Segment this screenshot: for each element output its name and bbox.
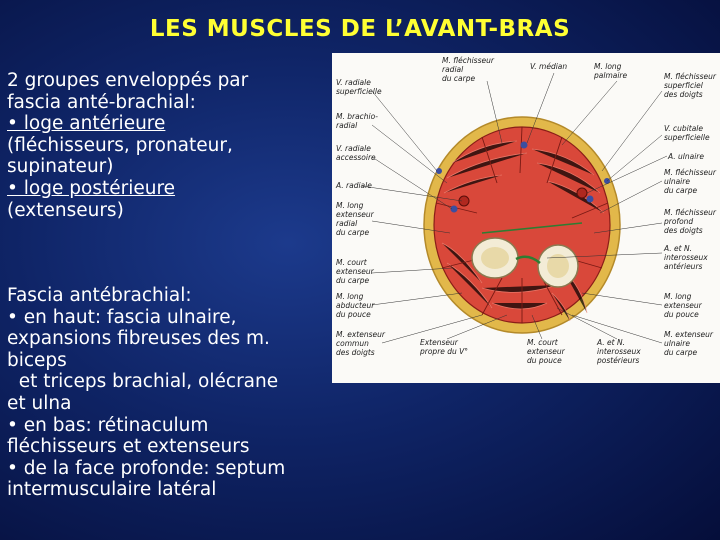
text-line: 2 groupes enveloppés par — [7, 70, 249, 91]
figure-label: M. long abducteur du pouce — [336, 292, 375, 319]
text-line: • en haut: fascia ulnaire, — [7, 306, 237, 328]
figure-label: A. et N. interosseux postérieurs — [597, 338, 641, 365]
text-line: expansions fibreuses des m. — [7, 328, 270, 350]
text-line-underlined: • loge antérieure — [7, 113, 166, 135]
figure-label: M. extenseur ulnaire du carpe — [664, 330, 713, 357]
slide-title: LES MUSCLES DE L’AVANT-BRAS — [149, 16, 571, 42]
figure-label: M. fléchisseur profond des doigts — [664, 208, 716, 235]
text-line: intermusculaire latéral — [7, 479, 217, 501]
ulnar-vein — [587, 196, 594, 203]
text-line: fascia anté-brachial: — [7, 91, 196, 113]
intro-text-block — [7, 70, 337, 221]
figure-label: V. radiale accessoire — [336, 144, 376, 162]
text-line-underlined: • loge postérieure — [7, 177, 176, 199]
figure-label: M. extenseur commun des doigts — [336, 330, 385, 357]
forearm-cross-section-illustration — [332, 53, 720, 383]
text-line: • de la face profonde: septum — [7, 457, 286, 479]
figure-label: Extenseur propre du V° — [420, 338, 469, 356]
text-line: (extenseurs) — [7, 199, 124, 221]
figure-label: A. radiale — [336, 181, 372, 190]
figure-label: M. fléchisseur radial du carpe — [442, 56, 494, 83]
radius-marrow — [481, 247, 509, 269]
text-line: fléchisseurs et extenseurs — [7, 436, 250, 458]
text-line: supinateur) — [7, 156, 114, 178]
figure-label: V. radiale superficielle — [336, 78, 382, 96]
figure-label: M. fléchisseur ulnaire du carpe — [664, 168, 716, 195]
figure-label: M. long extenseur radial du carpe — [336, 201, 374, 237]
figure-label: A. ulnaire — [668, 152, 705, 161]
figure-label: M. brachio-radial — [336, 112, 378, 130]
text-line: • en bas: rétinaculum — [7, 414, 209, 436]
median-vein — [521, 142, 528, 149]
figure-label: V. cubitale superficielle — [664, 124, 710, 142]
figure-label: A. et N. interosseux antérieurs — [664, 244, 708, 271]
text-line: (fléchisseurs, pronateur, — [7, 134, 233, 156]
figure-label: M. long extenseur du pouce — [664, 292, 702, 319]
text-line: et triceps brachial, olécrane — [7, 371, 279, 393]
fascia-text-block — [7, 285, 337, 501]
text-line: biceps — [7, 349, 67, 371]
figure-label: V. médian — [530, 62, 568, 71]
text-line: et ulna — [7, 392, 72, 414]
figure-label: M. court extenseur du carpe — [336, 258, 374, 285]
figure-label: M. long palmaire — [594, 62, 628, 80]
ulnar-artery — [577, 188, 587, 198]
figure-label: M. court extenseur du pouce — [527, 338, 565, 365]
figure-label: M. fléchisseur superficiel des doigts — [664, 72, 716, 99]
forearm-cross-section-figure — [332, 53, 720, 383]
text-line: Fascia antébrachial: — [7, 285, 192, 306]
